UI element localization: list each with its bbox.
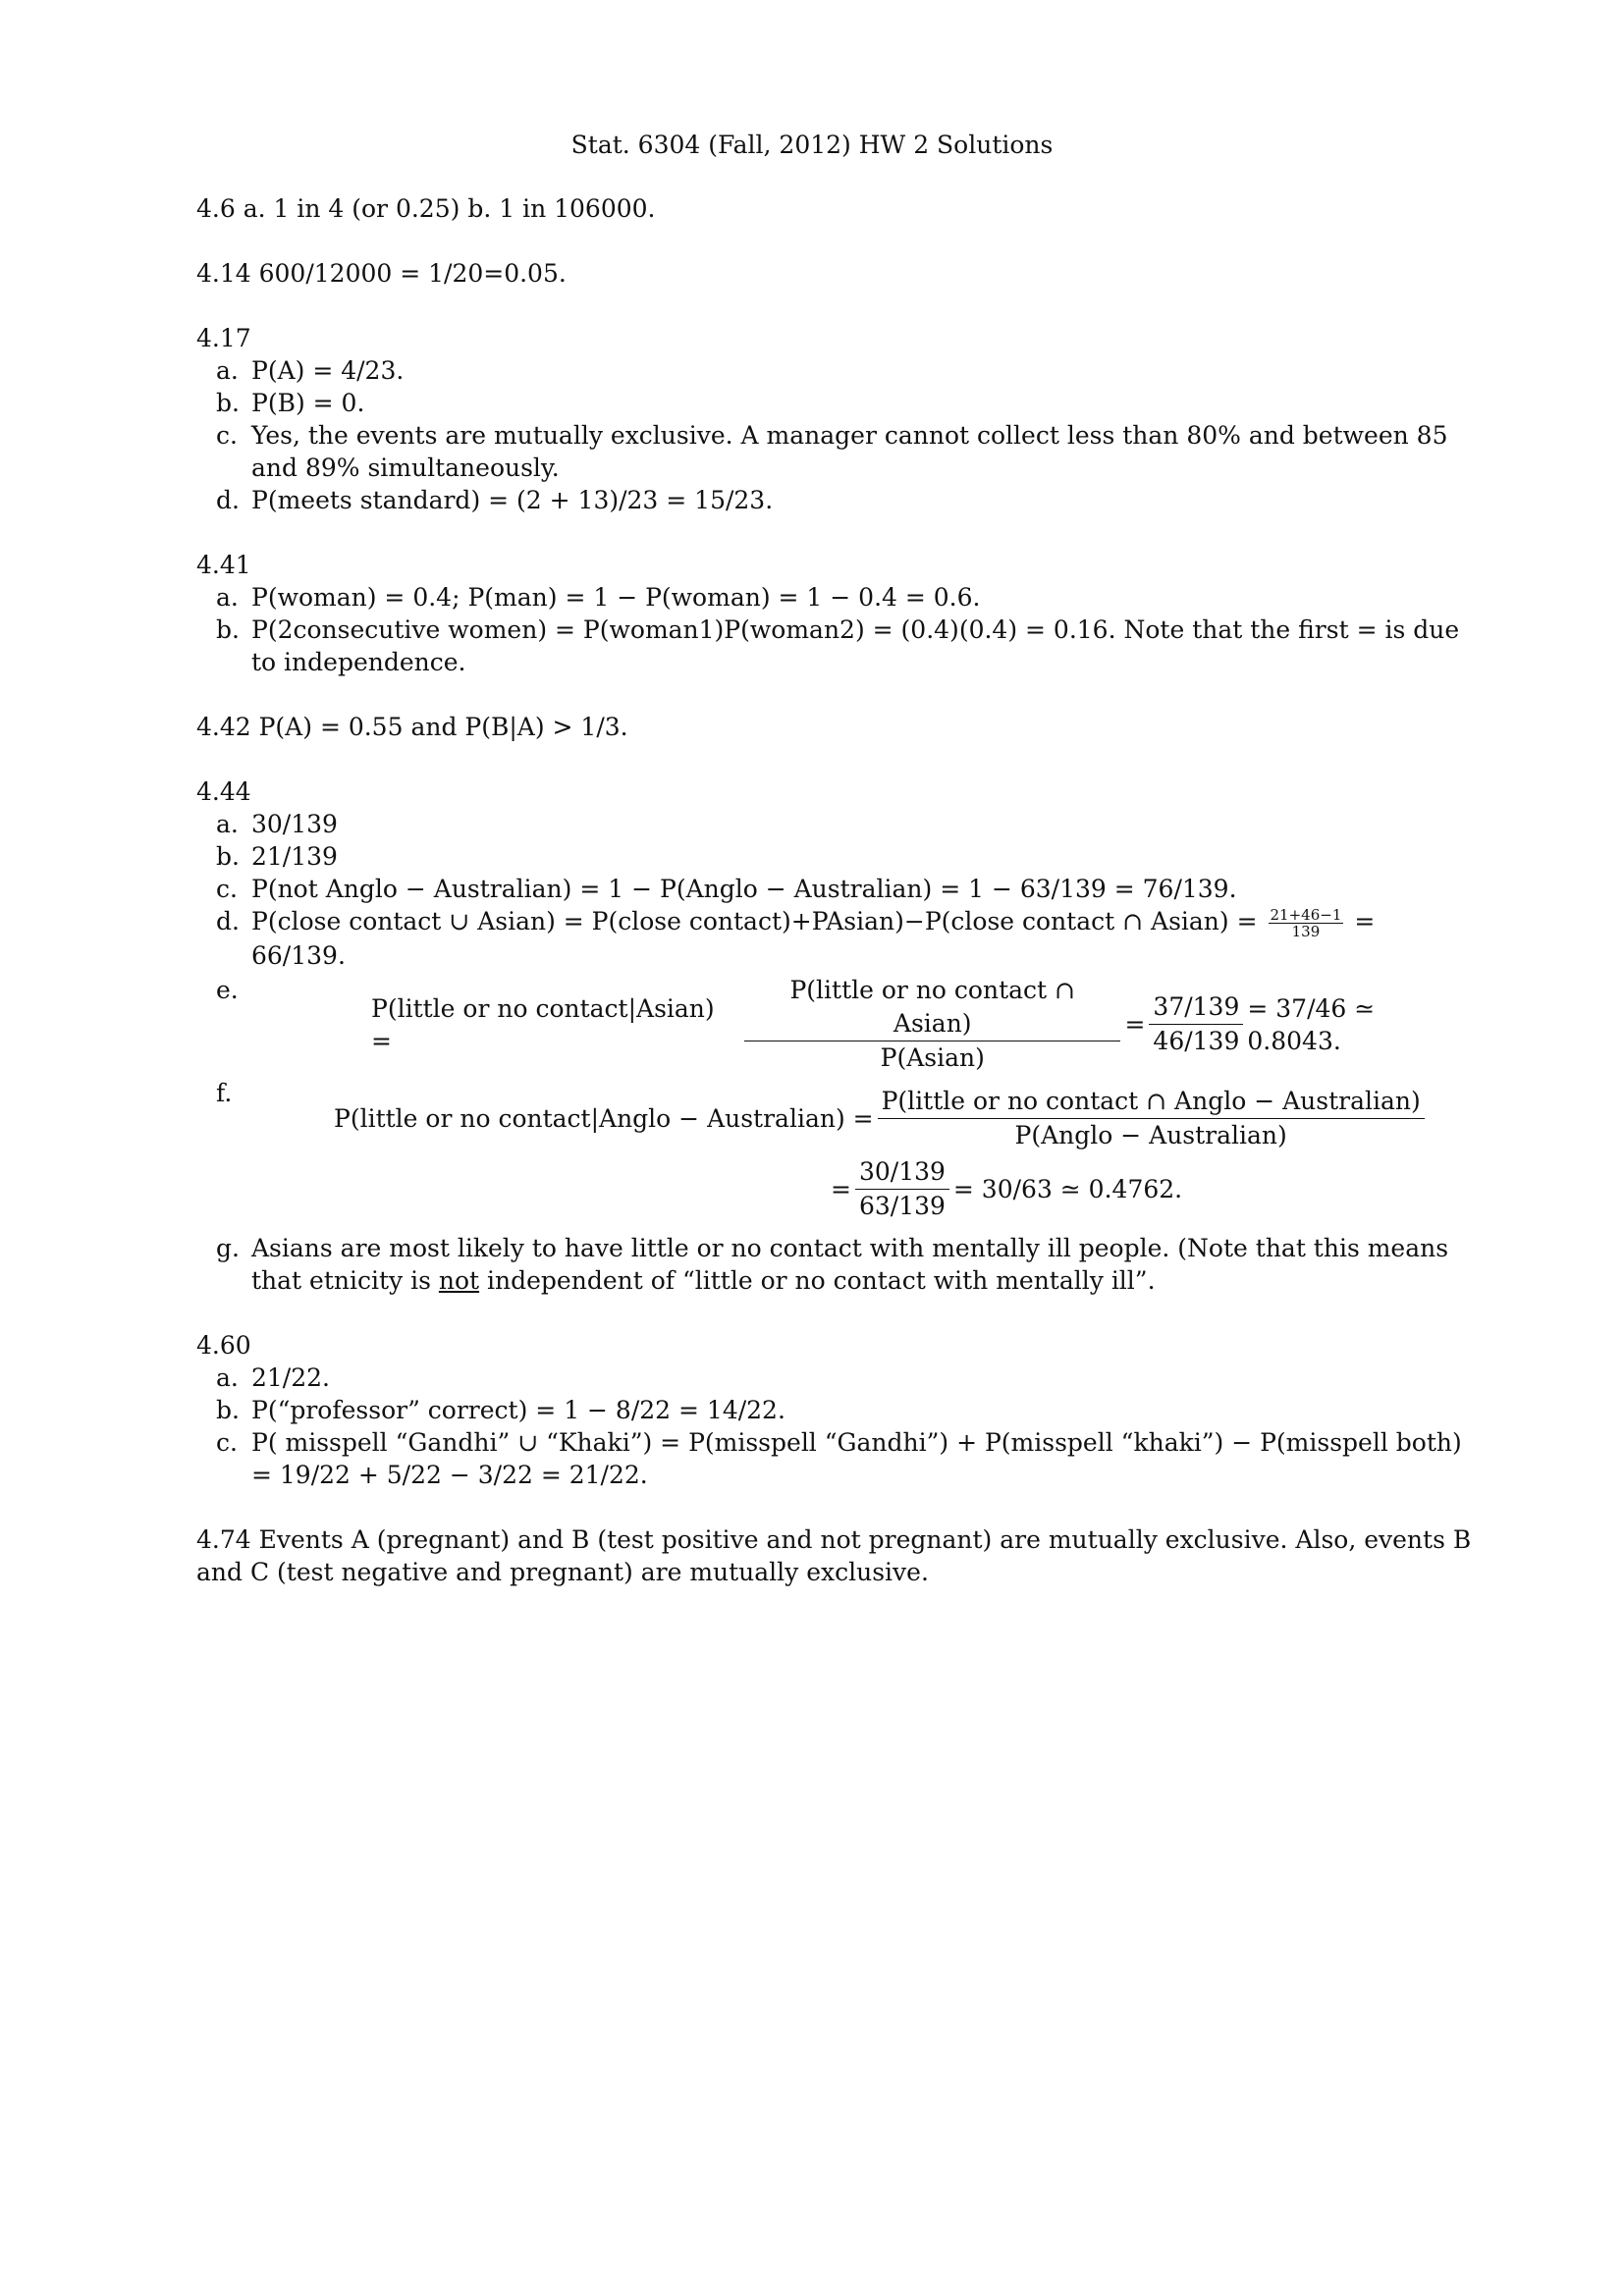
part-a: a. P(woman) = 0.4; P(man) = 1 − P(woman) = 1 − 0.4 = 0.6. bbox=[216, 583, 981, 612]
fraction: $\frac{\text{P(little or no contact ∩ Anglo − Australian)}}{\text{P(Anglo − Australian)}}$ bbox=[878, 1085, 1425, 1152]
part-d: d. P(meets standard) = (2 + 13)/23 = 15/23. bbox=[216, 486, 774, 514]
part-c: c. Yes, the events are mutually exclusive. A manager cannot collect less than 80% and between 85 and 89% simultaneously. bbox=[216, 421, 1448, 482]
problem-4-60 bbox=[196, 1329, 1475, 1491]
problem-4-74: 4.74 Events A (pregnant) and B (test positive and not pregnant) are mutually exclusive. Also, events B and C (test negative and pregnant) are mutually exclusive. bbox=[196, 1525, 1472, 1586]
problem-number: 4.60 bbox=[196, 1331, 251, 1360]
part-c: c. P( misspell “Gandhi” ∪ “Khaki”) = P(misspell “Gandhi”) + P(misspell “khaki”) − P(misspell both) = 19/22 + 5/22 − 3/22 = 21/22. bbox=[216, 1428, 1462, 1489]
problem-4-44 bbox=[196, 775, 1475, 1297]
problem-4-6: 4.6 a. 1 in 4 (or 0.25) b. 1 in 106000. bbox=[196, 194, 656, 223]
problem-4-14: 4.14 600/12000 = 1/20=0.05. bbox=[196, 259, 567, 288]
equation-f-line1: P(little or no contact|Anglo − Australian) = $\frac{\text{P(little or no contact ∩ Anglo − Australian)}}{\text{P(Anglo − Australian)}}$ bbox=[334, 1085, 1429, 1152]
fraction: $\frac{30/139}{63/139}$ bbox=[855, 1155, 949, 1223]
problem-number: 4.17 bbox=[196, 324, 251, 352]
part-g: g. Asians are most likely to have little or no contact with mentally ill people. (Note that this means that etnicity is not independent of “little or no contact with mentally ill”. bbox=[216, 1234, 1449, 1295]
underlined-not: not bbox=[438, 1266, 480, 1295]
part-b: b. 21/139 bbox=[216, 842, 338, 871]
problem-number: 4.44 bbox=[196, 777, 251, 806]
part-a: a. 21/22. bbox=[216, 1363, 330, 1392]
part-e: e. P(little or no contact|Asian) = $\frac{\text{P(little or no contact ∩ Asian)}}{\text{P(Asian)}}$ = $\frac{37/139}{46/139}$ = 37/46 ≃ 0.8043. bbox=[196, 974, 1475, 1075]
part-d: d. P(close contact ∪ Asian) = P(close contact)+PAsian)−P(close contact ∩ Asian) = $\frac{21+46-1}{139}$ = 66/139. bbox=[216, 906, 1376, 970]
fraction: $\frac{21+46-1}{139}$ bbox=[1270, 906, 1342, 940]
problem-4-17 bbox=[196, 322, 1475, 516]
part-a: a. 30/139 bbox=[216, 810, 338, 838]
problem-4-42: 4.42 P(A) = 0.55 and P(B|A) > 1/3. bbox=[196, 713, 628, 741]
part-b: b. P(B) = 0. bbox=[216, 389, 365, 417]
fraction: $\frac{\text{P(little or no contact ∩ Asian)}}{\text{P(Asian)}}$ bbox=[744, 974, 1120, 1075]
page-title: Stat. 6304 (Fall, 2012) HW 2 Solutions bbox=[570, 131, 1054, 159]
part-c: c. P(not Anglo − Australian) = 1 − P(Anglo − Australian) = 1 − 63/139 = 76/139. bbox=[216, 875, 1237, 903]
part-b: b. P(2consecutive women) = P(woman1)P(woman2) = (0.4)(0.4) = 0.16. Note that the first = is due to independence. bbox=[216, 615, 1460, 676]
part-b: b. P(“professor” correct) = 1 − 8/22 = 14/22. bbox=[216, 1396, 785, 1424]
part-a: a. P(A) = 4/23. bbox=[216, 356, 405, 385]
problem-number: 4.41 bbox=[196, 551, 251, 579]
problem-4-41 bbox=[196, 549, 1475, 678]
fraction: $\frac{37/139}{46/139}$ bbox=[1149, 990, 1243, 1058]
equation-e: P(little or no contact|Asian) = $\frac{\text{P(little or no contact ∩ Asian)}}{\text{P(Asian)}}$ = $\frac{37/139}{46/139}$ = 37/46 ≃ 0.8043. bbox=[251, 974, 1475, 1075]
part-f: f. P(little or no contact|Anglo − Australian) = $\frac{\text{P(little or no contact ∩ Anglo − Australian)}}{\text{P(Anglo − Australian)}}$ = $\frac{30/139}{63/139}$ = 30/63 ≃ 0.4762. bbox=[196, 1077, 1475, 1224]
solutions-body bbox=[196, 192, 1475, 1621]
equation-f-line2: = $\frac{30/139}{63/139}$ = 30/63 ≃ 0.4762. bbox=[831, 1155, 1182, 1223]
